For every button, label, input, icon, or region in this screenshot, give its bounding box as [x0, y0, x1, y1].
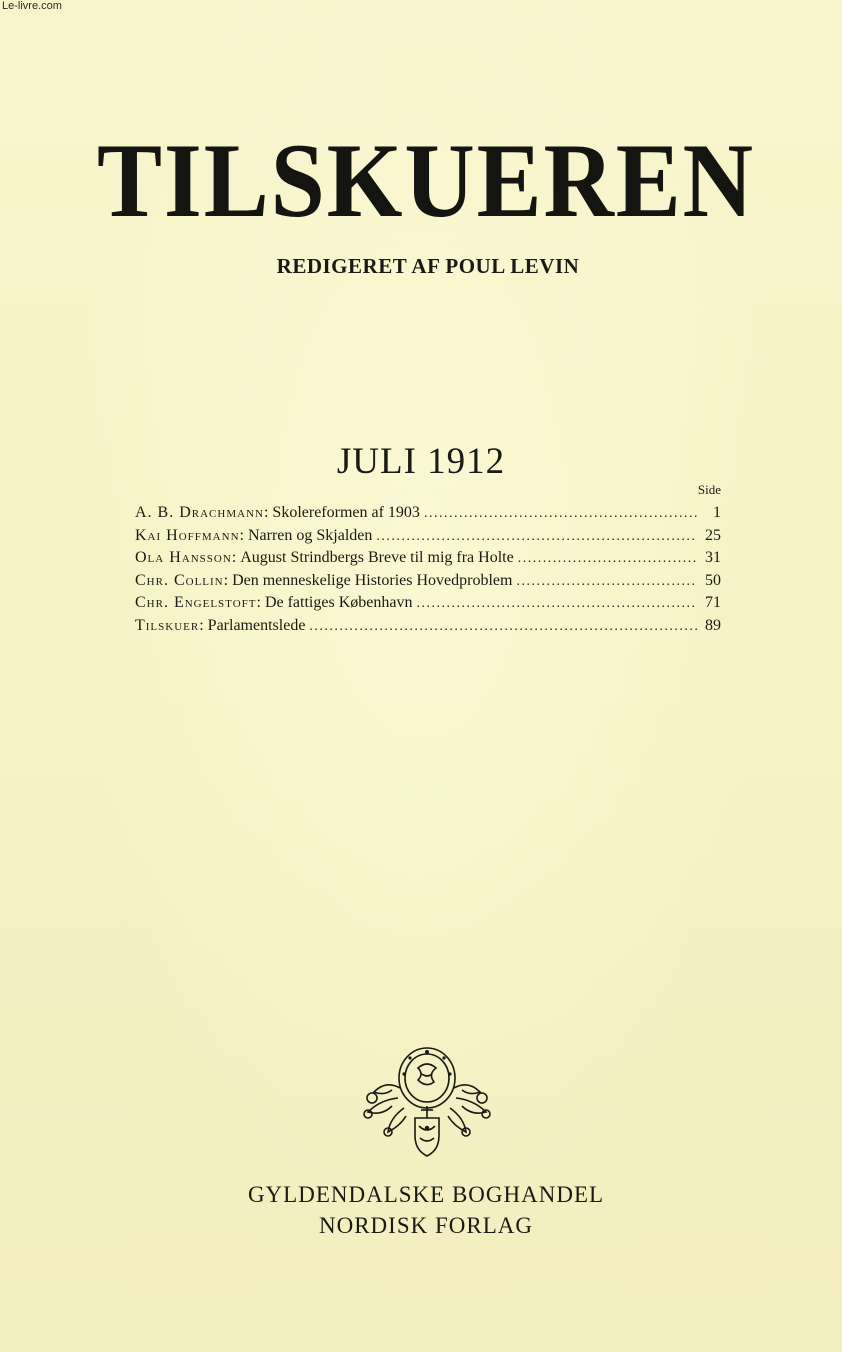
toc-author: Tilskuer	[135, 616, 200, 634]
publisher-emblem-icon	[360, 1040, 494, 1162]
toc-title: August Strindbergs Breve til mig fra Holte	[240, 549, 514, 566]
toc-leader-dots	[516, 572, 697, 590]
table-of-contents	[135, 482, 721, 639]
toc-author: Ola Hansson	[135, 549, 232, 566]
toc-entry	[135, 617, 721, 640]
magazine-title: TILSKUEREN	[97, 122, 755, 239]
toc-page-number: 25	[705, 526, 721, 544]
toc-entry	[135, 549, 721, 572]
toc-leader-dots	[376, 527, 697, 545]
toc-author: Chr. Collin	[135, 571, 224, 589]
toc-entry	[135, 594, 721, 617]
toc-colon: :	[223, 571, 233, 589]
toc-title: Den menneskelige Histories Hovedproblem	[232, 571, 513, 589]
toc-page-number: 89	[705, 616, 721, 634]
toc-colon: :	[239, 526, 248, 544]
toc-page-number: 31	[705, 549, 721, 566]
toc-page-number: 50	[705, 571, 721, 589]
toc-leader-dots	[309, 617, 697, 635]
toc-colon: :	[256, 594, 265, 611]
watermark-text: Le-livre.com	[2, 0, 62, 12]
toc-author: Kai Hoffmann	[135, 526, 240, 544]
toc-column-label: Side	[697, 482, 721, 497]
toc-title: Narren og Skjalden	[247, 526, 373, 544]
toc-author: Chr. Engelstoft	[135, 594, 257, 611]
toc-leader-dots	[416, 594, 697, 612]
issue-date: JULI 1912	[336, 441, 506, 482]
toc-leader-dots	[424, 504, 697, 522]
toc-entry	[135, 572, 721, 595]
toc-colon: :	[199, 616, 208, 634]
toc-entry	[135, 527, 721, 550]
toc-entry	[135, 504, 721, 527]
toc-page-number: 71	[705, 594, 721, 611]
toc-colon: :	[231, 549, 241, 566]
toc-title: De fattiges København	[264, 594, 413, 611]
editor-line: REDIGERET AF POUL LEVIN	[276, 254, 580, 278]
toc-title: Parlamentslede	[207, 616, 306, 634]
toc-leader-dots	[518, 549, 697, 567]
toc-author: A. B. Drachmann	[135, 504, 264, 521]
toc-title: Skolereformen af 1903	[272, 504, 420, 521]
toc-page-number: 1	[713, 504, 721, 521]
toc-colon: :	[263, 504, 273, 521]
publisher-name: GYLDENDALSKE BOGHANDEL	[247, 1182, 605, 1207]
publisher-subtitle: NORDISK FORLAG	[319, 1213, 533, 1238]
